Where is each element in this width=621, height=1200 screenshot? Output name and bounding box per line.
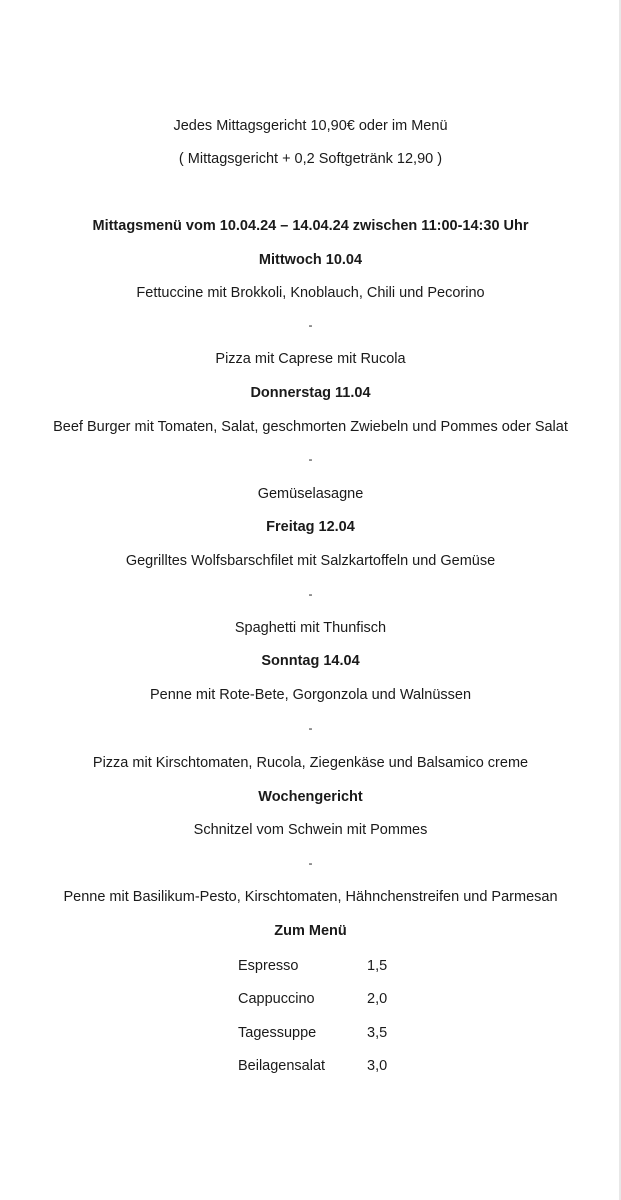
- dish-sunday-2: Pizza mit Kirschtomaten, Rucola, Ziegenkäse und Balsamico creme: [92, 755, 529, 771]
- dish-friday-2: Spaghetti mit Thunfisch: [234, 620, 387, 636]
- extra-item-name: Espresso: [238, 958, 299, 974]
- weekly-dish-1: Schnitzel vom Schwein mit Pommes: [193, 822, 428, 838]
- menu-title: Mittagsmenü vom 10.04.24 – 14.04.24 zwischen 11:00-14:30 Uhr: [92, 218, 529, 234]
- extra-item-price: 3,5: [367, 1025, 388, 1041]
- extra-item-name: Beilagensalat: [238, 1058, 326, 1074]
- extra-item-name: Cappuccino: [238, 991, 315, 1007]
- day-heading-wednesday: Mittwoch 10.04: [258, 252, 363, 268]
- extra-item-price: 3,0: [367, 1058, 388, 1074]
- extra-item-name: Tagessuppe: [238, 1025, 317, 1041]
- dish-sunday-1: Penne mit Rote-Bete, Gorgonzola und Walnüssen: [149, 687, 472, 703]
- extras-heading: Zum Menü: [274, 923, 347, 939]
- dish-separator: -: [308, 318, 313, 332]
- extra-item-tagessuppe: [238, 1024, 438, 1042]
- day-heading-thursday: Donnerstag 11.04: [250, 385, 371, 401]
- weekly-dish-heading: Wochengericht: [258, 789, 363, 805]
- dish-separator: -: [308, 587, 313, 601]
- day-heading-sunday: Sonntag 14.04: [261, 653, 360, 669]
- extra-item-price: 2,0: [367, 991, 388, 1007]
- dish-separator: -: [308, 856, 313, 870]
- weekly-dish-2: Penne mit Basilikum-Pesto, Kirschtomaten, Hähnchenstreifen und Parmesan: [63, 889, 558, 905]
- extra-item-cappuccino: [238, 990, 438, 1008]
- dish-friday-1: Gegrilltes Wolfsbarschfilet mit Salzkartoffeln und Gemüse: [125, 553, 496, 569]
- day-heading-friday: Freitag 12.04: [266, 519, 355, 535]
- extra-item-beilagensalat: [238, 1057, 438, 1075]
- dish-wednesday-2: Pizza mit Caprese mit Rucola: [215, 351, 406, 367]
- extra-item-price: 1,5: [367, 958, 388, 974]
- price-info: Jedes Mittagsgericht 10,90€ oder im Menü: [173, 118, 448, 134]
- dish-separator: -: [308, 721, 313, 735]
- dish-thursday-2: Gemüselasagne: [257, 486, 364, 502]
- menu-price-info: ( Mittagsgericht + 0,2 Softgetränk 12,90 ): [178, 151, 443, 167]
- dish-separator: -: [308, 452, 313, 466]
- dish-thursday-1: Beef Burger mit Tomaten, Salat, geschmorten Zwiebeln und Pommes oder Salat: [53, 419, 568, 435]
- dish-wednesday-1: Fettuccine mit Brokkoli, Knoblauch, Chili und Pecorino: [136, 285, 485, 301]
- extra-item-espresso: [238, 957, 438, 975]
